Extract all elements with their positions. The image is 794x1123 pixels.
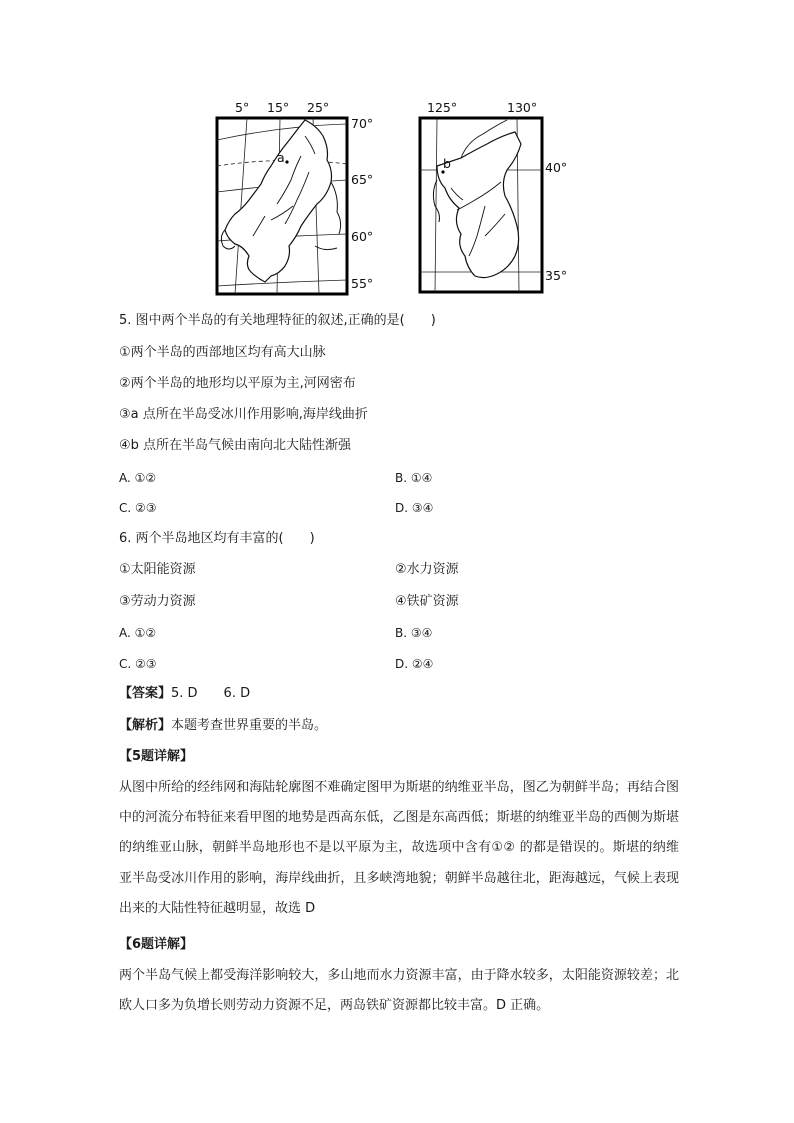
analysis-line [119,716,327,736]
q6-option-d: D. ②④ [395,657,434,671]
lon-label: 15° [267,100,290,115]
q5-option-b: B. ①④ [395,471,433,485]
q6-option-c: C. ②③ [119,657,157,671]
detail6-heading: 【6题详解】 [119,937,194,952]
lat-label: 65° [351,172,374,187]
q5-statement: ②两个半岛的地形均以平原为主,河网密布 [119,376,356,391]
peninsula-maps [205,96,585,306]
lat-label: 55° [351,276,374,291]
lon-label: 5° [235,100,250,115]
q5-option-d: D. ③④ [395,501,434,515]
lon-label: 130° [507,100,538,115]
q5-stem: 5. 图中两个半岛的有关地理特征的叙述,正确的是( ) [119,313,436,328]
detail6-text: 两个半岛气候上都受海洋影响较大，多山地而水力资源丰富，由于降水较多，太阳能资源较差；北欧人口多为负增长则劳动力资源不足，两岛铁矿资源都比较丰富。D 正确。 [119,968,679,1014]
lon-label: 125° [427,100,458,115]
q6-statement: ④铁矿资源 [395,594,459,609]
lat-label: 60° [351,229,374,244]
answer-label: 【答案】 [119,686,172,701]
q5-option-c: C. ②③ [119,501,157,515]
answer-line [119,684,250,704]
q5-statement: ①两个半岛的西部地区均有高大山脉 [119,345,326,360]
lat-label: 35° [545,268,568,283]
q6-statement: ③劳动力资源 [119,594,196,609]
analysis-text: 本题考查世界重要的半岛。 [171,718,328,733]
q6-statement: ②水力资源 [395,562,459,577]
map-korea [420,100,567,292]
q6-option-b: B. ③④ [395,626,433,640]
q6-option-a: A. ①② [119,626,157,640]
point-label-a: a [277,150,285,165]
q5-statement: ④b 点所在半岛气候由南向北大陆性渐强 [119,438,352,453]
q5-statement: ③a 点所在半岛受冰川作用影响,海岸线曲折 [119,407,368,422]
q6-stem: 6. 两个半岛地区均有丰富的( ) [119,531,315,546]
analysis-label: 【解析】 [119,718,172,733]
lon-label: 25° [307,100,330,115]
map-scandinavia [217,100,373,294]
lat-label: 40° [545,160,568,175]
answer-text: 5. D 6. D [171,686,251,701]
q6-statement: ①太阳能资源 [119,562,196,577]
q5-option-a: A. ①② [119,471,157,485]
point-label-b: b [443,156,451,171]
detail5-text: 从图中所给的经纬网和海陆轮廓图不难确定图甲为斯堪的纳维亚半岛，图乙为朝鲜半岛；再结合图中的河流分布特征来看甲图的地势是西高东低，乙图是东高西低；斯堪的纳维亚半岛的西侧为斯堪的纳维亚山脉，朝鲜半岛地形也不是以平原为主，故选项中含有①② 的都是错误的。斯堪的纳维亚半岛受冰川作用的影响，海岸线曲折，且多峡湾地貌；朝鲜半岛越往北，距海越远，气候上表现出来的大陆性特征越明显，故选 D [119,780,679,916]
maps-figure [205,96,585,306]
lat-label: 70° [351,116,374,131]
detail5-heading: 【5题详解】 [119,749,194,764]
